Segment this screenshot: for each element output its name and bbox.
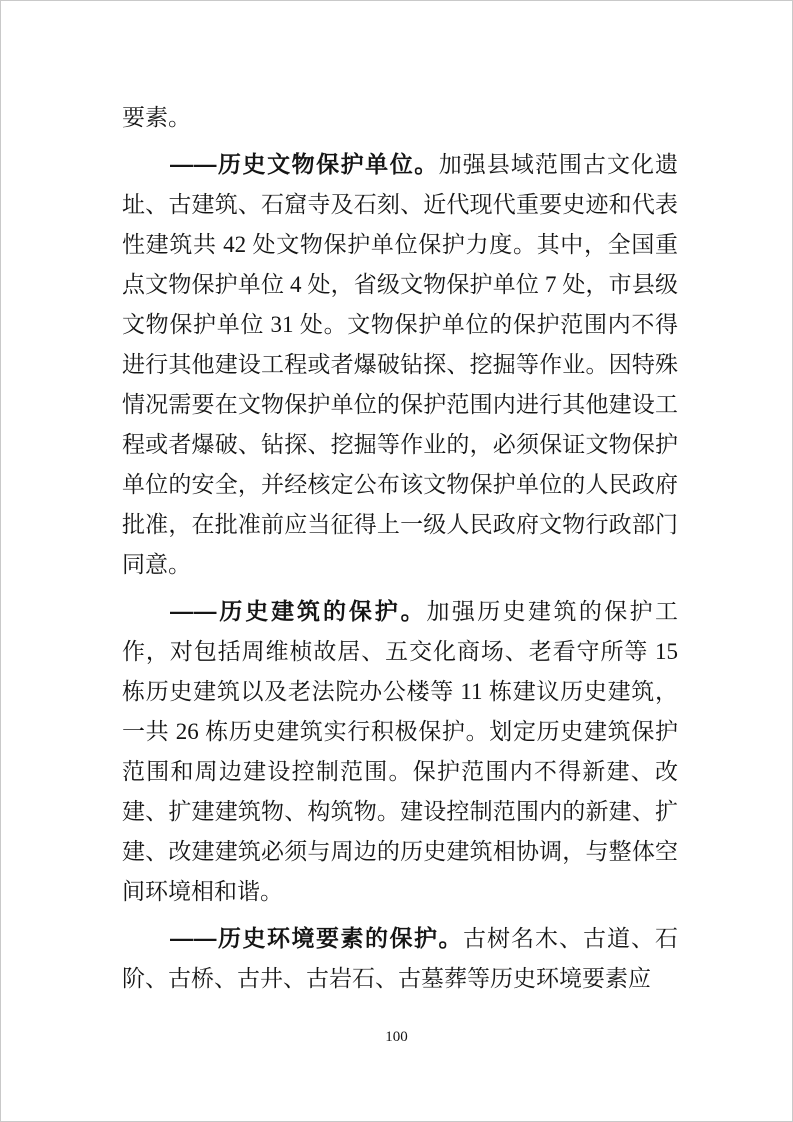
section-body-historic-relics: 加强县域范围古文化遗址、古建筑、石窟寺及石刻、近代现代重要史迹和代表性建筑共 42 处文物保护单位保护力度。其中，全国重点文物保护单位 4 处，省级文物保护单位 7 处，市县级文物保护单位 31 处。文物保护单位的保护范围内不得进行其他建设工程或者爆破钻探、挖掘等作业。因特殊情况需要在文物保护单位的保护范围内进行其他建设工程或者爆破、钻探、挖掘等作业的，必须保证文物保护单位的安全，并经核定公布该文物保护单位的人民政府批准，在批准前应当征得上一级人民政府文物行政部门同意。 <box>122 152 679 577</box>
paragraph-historic-buildings <box>122 591 678 912</box>
paragraph-continuation: 要素。 <box>122 105 191 130</box>
section-heading-historic-relics: ——历史文物保护单位。 <box>170 151 439 177</box>
section-heading-historic-buildings: ——历史建筑的保护。 <box>170 598 427 624</box>
section-body-historic-environment: 古树名木、古道、石阶、古桥、古井、古岩石、古墓葬等历史环境要素应 <box>122 926 678 991</box>
section-body-historic-buildings: 加强历史建筑的保护工作，对包括周维桢故居、五交化商场、老看守所等 15 栋历史建筑以及老法院办公楼等 11 栋建议历史建筑，一共 26 栋历史建筑实行积极保护。划定历史建筑保护范围和周边建设控制范围。保护范围内不得新建、改建、扩建建筑物、构筑物。建设控制范围内的新建、扩建、改建建筑必须与周边的历史建筑相协调，与整体空间环境相和谐。 <box>122 599 679 904</box>
page-number: 100 <box>385 1029 408 1045</box>
section-heading-historic-environment: ——历史环境要素的保护。 <box>170 925 463 951</box>
paragraph-historic-environment <box>122 918 678 999</box>
text-block <box>122 98 678 999</box>
paragraph-historic-relics <box>122 144 678 585</box>
